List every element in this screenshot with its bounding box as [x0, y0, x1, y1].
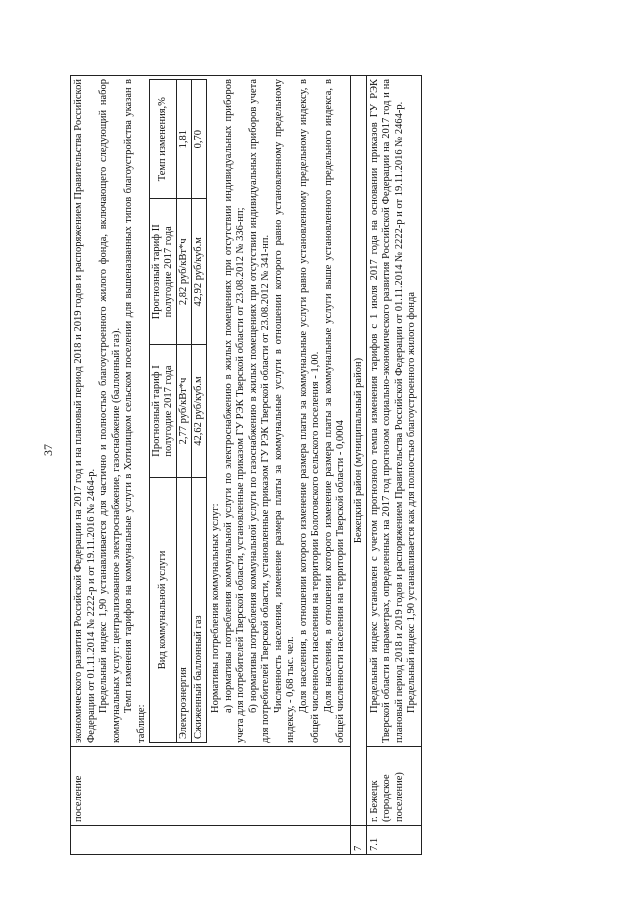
cell: 1,81 [177, 80, 192, 199]
row-description [71, 76, 351, 747]
row-number-cell [71, 826, 351, 855]
cell: 2,82 руб/кВт*ч [177, 199, 192, 345]
paragraph: экономического развития Российской Федерации на 2017 год и на плановый период 2018 и 2019 годов и распоряжением Правительства Российской Федерации от 01.11.2014 № 2222-р и от 19.11.2016 № 2464-р. [73, 79, 97, 743]
row-description [366, 76, 421, 747]
tariff-change-table [149, 79, 207, 743]
header-cell: Вид коммунальной услуги [150, 477, 177, 742]
cell: Электроэнергия [177, 477, 192, 742]
table-row [350, 76, 366, 855]
cell: 42,92 руб/куб.м [192, 199, 207, 345]
tariff-table-row [192, 80, 207, 743]
row-number: 7.1 [366, 826, 421, 855]
municipality-name: г. Бежецк (городское поселение) [366, 747, 421, 826]
page-number: 37 [41, 444, 55, 456]
table-row [366, 76, 421, 855]
paragraph: Предельный индекс установлен с учетом прогнозного темпа изменения тарифов с 1 июля 2017 года на основании приказов ГУ РЭК Тверской области в параметрах, определенных на 2017 год прогнозом социально-экономического развития Российской Федерации на 2017 год и на плановый период 2018 и 2019 годов и распоряжением Правительства Российской Федерации от 01.11.2014 № 2222-р и от 19.11.2016 № 2464-р. [368, 79, 405, 743]
table-row [71, 76, 351, 855]
cell: 2,77 руб/кВт*ч [177, 345, 192, 478]
paragraph: Численность населения, изменение размера платы за коммунальные услуги в отношении которого равно установленному предельному индексу, - 0,68 тыс. чел. [272, 79, 296, 743]
document-sheet [70, 75, 620, 855]
paragraph: а) нормативы потребления коммунальной услуги по электроснабжению в жилых помещениях при отсутствии индивидуальных приборов учета для потребителей Тверской области, установленные приказом ГУ РЭК Тверской области от 23.08.2012 № 336-нп; [222, 79, 246, 743]
cell: 0,70 [192, 80, 207, 199]
district-title: Бежецкий район (муниципальный район) [350, 76, 366, 826]
municipality-name: поселение [71, 747, 351, 826]
tariff-table-row [177, 80, 192, 743]
tariff-index-table [70, 75, 422, 855]
paragraph: Нормативы потребления коммунальных услуг: [210, 503, 221, 713]
paragraph: Предельный индекс 1,90 устанавливается как для полностью благоустроенного жилого фонда [406, 291, 417, 713]
paragraph: Доля населения, в отношении которого изменение размера платы за коммунальные услуги равно установленному предельному индексу, в общей численности населения на территории Болотовского сельского поселения - 1,00. [297, 79, 321, 743]
header-cell: Прогнозный тариф I полугодие 2017 года [150, 345, 177, 478]
paragraph: Доля населения, в отношении которого изменение размера платы за коммунальные услуги выше установленного предельного индекса, в общей численности населения на территории Тверской области - 0,0004 [322, 79, 346, 743]
district-number: 7 [350, 826, 366, 855]
paragraph: Предельный индекс 1,90 устанавливается для частично и полностью благоустроенного жилого фонда, включающего следующий набор коммунальных услуг: централизованное электроснабжение, газоснабжение (баллонный газ). [98, 79, 122, 743]
paragraph: б) нормативы потребления коммунальной услуги по газоснабжению в жилых помещениях при отсутствии индивидуальных приборов учета для потребителей Тверской области, установленные приказом ГУ РЭК Тверской области от 23.08.2012 № 341-нп. [247, 79, 271, 743]
header-cell: Прогнозный тариф II полугодие 2017 года [150, 199, 177, 345]
cell: 42,62 руб/куб.м [192, 345, 207, 478]
cell: Сжиженный баллонный газ [192, 477, 207, 742]
paragraph: Темп изменения тарифов на коммунальные услуги в Хотилицком сельском поселении для вышеназванных типов благоустройства указан в таблице: [123, 79, 147, 743]
tariff-table-header [150, 80, 177, 743]
header-cell: Темп изменения,% [150, 80, 177, 199]
